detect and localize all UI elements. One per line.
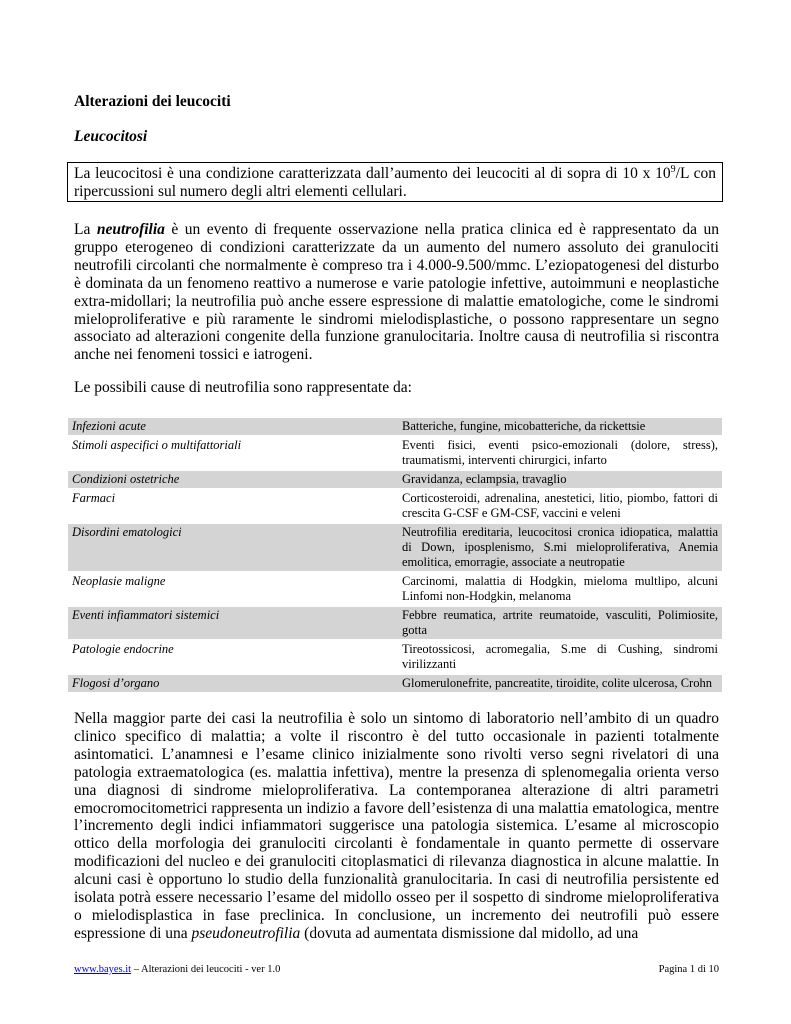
table-row [68,641,722,673]
table-row [68,675,722,692]
definition-box [67,162,723,202]
cause-cell: Disordini ematologici [68,524,398,571]
diagnosis-paragraph [74,710,719,943]
table-row [68,437,722,469]
cause-cell: Patologie endocrine [72,642,174,656]
cause-cell: Condizioni ostetriche [68,471,398,488]
table-row [68,471,722,488]
table-row [68,490,722,522]
page-footer [74,964,719,975]
cause-cell: Eventi infiammatori sistemici [68,607,398,639]
table-row [68,524,722,571]
table-row [68,607,722,639]
cause-cell: Flogosi d’organo [68,675,398,692]
detail-cell: Corticosteroidi, adrenalina, anestetici, litio, piombo, fattori di crescita G-CSF e GM-CSF, vaccini e veleni [402,491,718,520]
detail-cell: Febbre reumatica, artrite reumatoide, vasculiti, Polimiosite, gotta [398,607,722,639]
paragraph-body: è un evento di frequente osservazione nella pratica clinica ed è rappresentato da un gruppo eterogeneo di condizioni caratterizzate da un aumento del numero assoluto dei granulociti neutrofili circolanti che normalmente è compreso tra i 4.000-9.500/mmc. L’eziopatogenesi del disturbo è dominata da un fenomeno reattivo a numerose e varie patologie infettive, autoimmuni e neoplastiche extra-midollari; la neutrofilia può anche essere espressione di malattie ematologiche, come le sindromi mieloproliferative e più raramente le sindromi mielodisplastiche, o possono rappresentare un segno associato ad alterazioni congenite della funzione granulocitaria. Inoltre causa di neutrofilia si riscontra anche nei fenomeni tossici e iatrogeni. [74,221,719,364]
cause-cell: Stimoli aspecifici o multifattoriali [72,438,242,452]
causes-intro: Le possibili cause di neutrofilia sono rappresentate da: [74,379,412,396]
detail-cell: Gravidanza, eclampsia, travaglio [398,471,722,488]
diagnosis-text: Nella maggior parte dei casi la neutrofilia è solo un sintomo di laboratorio nell’ambito di un quadro clinico specifico di malattia; a volte il riscontro è del tutto occasionale in pazienti totalmente asintomatici. L’anamnesi e l’esame clinico inizialmente sono rivolti verso segni rivelatori di una patologia extraematologica (es. malattia infettiva), mentre la presenza di splenomegalia orienta verso una diagnosi di sindrome mieloproliferativa. La contemporanea alterazione di altri parametri emocromocitometrici rappresenta un indizio a favore dell’esistenza di una malattia ematologica, mentre l’incremento degli indici infiammatori suggerisce una patologia sistemica. L’esame al microscopio ottico della morfologia dei granulociti circolanti è fondamentale in quanto permette di osservare modificazioni del nucleo e dei granulociti citoplasmatici di rilevanza diagnostica in alcune malattie. In alcuni casi è opportuno lo studio della funzionalità granulocitaria. In casi di neutrofilia persistente ed isolata potrà essere necessario l’esame del midollo osseo per il sospetto di sindrome mieloproliferativa o mielodisplastica in fase preclinica. In conclusione, un incremento dei neutrofili può essere espressione di una [74,710,719,942]
neutrophilia-term: neutrofilia [96,221,165,238]
document-title: Alterazioni dei leucociti [74,93,231,110]
detail-cell: Glomerulonefrite, pancreatite, tiroidite, colite ulcerosa, Crohn [398,675,722,692]
paragraph-lead: La [74,221,97,238]
footer-doc-info: – Alterazioni dei leucociti - ver 1.0 [131,964,281,975]
detail-cell: Tireotossicosi, acromegalia, S.me di Cushing, sindromi virilizzanti [402,642,718,671]
detail-cell: Neutrofilia ereditaria, leucocitosi cronica idiopatica, malattia di Down, iposplenismo, S.mi mieloproliferativa, Anemia emolitica, emorragie, associate a neutropatie [398,524,722,571]
cause-cell: Neoplasie maligne [72,574,166,588]
cause-cell: Farmaci [72,491,116,505]
website-link[interactable]: www.bayes.it [74,964,132,975]
page-number: Pagina 1 di 10 [658,964,719,975]
neutrophilia-paragraph [74,221,719,364]
detail-cell: Batteriche, fungine, micobatteriche, da rickettsie [398,418,722,435]
pseudoneutrophilia-term: pseudoneutrofilia [191,924,301,942]
detail-cell: Carcinomi, malattia di Hodgkin, mieloma multlipo, alcuni Linfomi non-Hodgkin, melanoma [402,574,718,603]
cause-cell: Infezioni acute [68,418,398,435]
causes-table [68,416,722,694]
definition-text-end: /L con ripercussioni sul numero degli altri elementi cellulari. [74,165,716,200]
table-row [68,573,722,605]
section-heading: Leucocitosi [74,128,148,145]
detail-cell: Eventi fisici, eventi psico-emozionali (dolore, stress), traumatismi, interventi chirurgici, infarto [402,438,718,467]
table-row [68,418,722,435]
definition-text-start: La leucocitosi è una condizione caratterizzata dall’aumento dei leucociti al di sopra di 10 x 10 [74,165,671,182]
definition-exponent: 9 [670,163,676,175]
diagnosis-text-end: (dovuta ad aumentata dismissione dal midollo, ad una [300,924,639,942]
